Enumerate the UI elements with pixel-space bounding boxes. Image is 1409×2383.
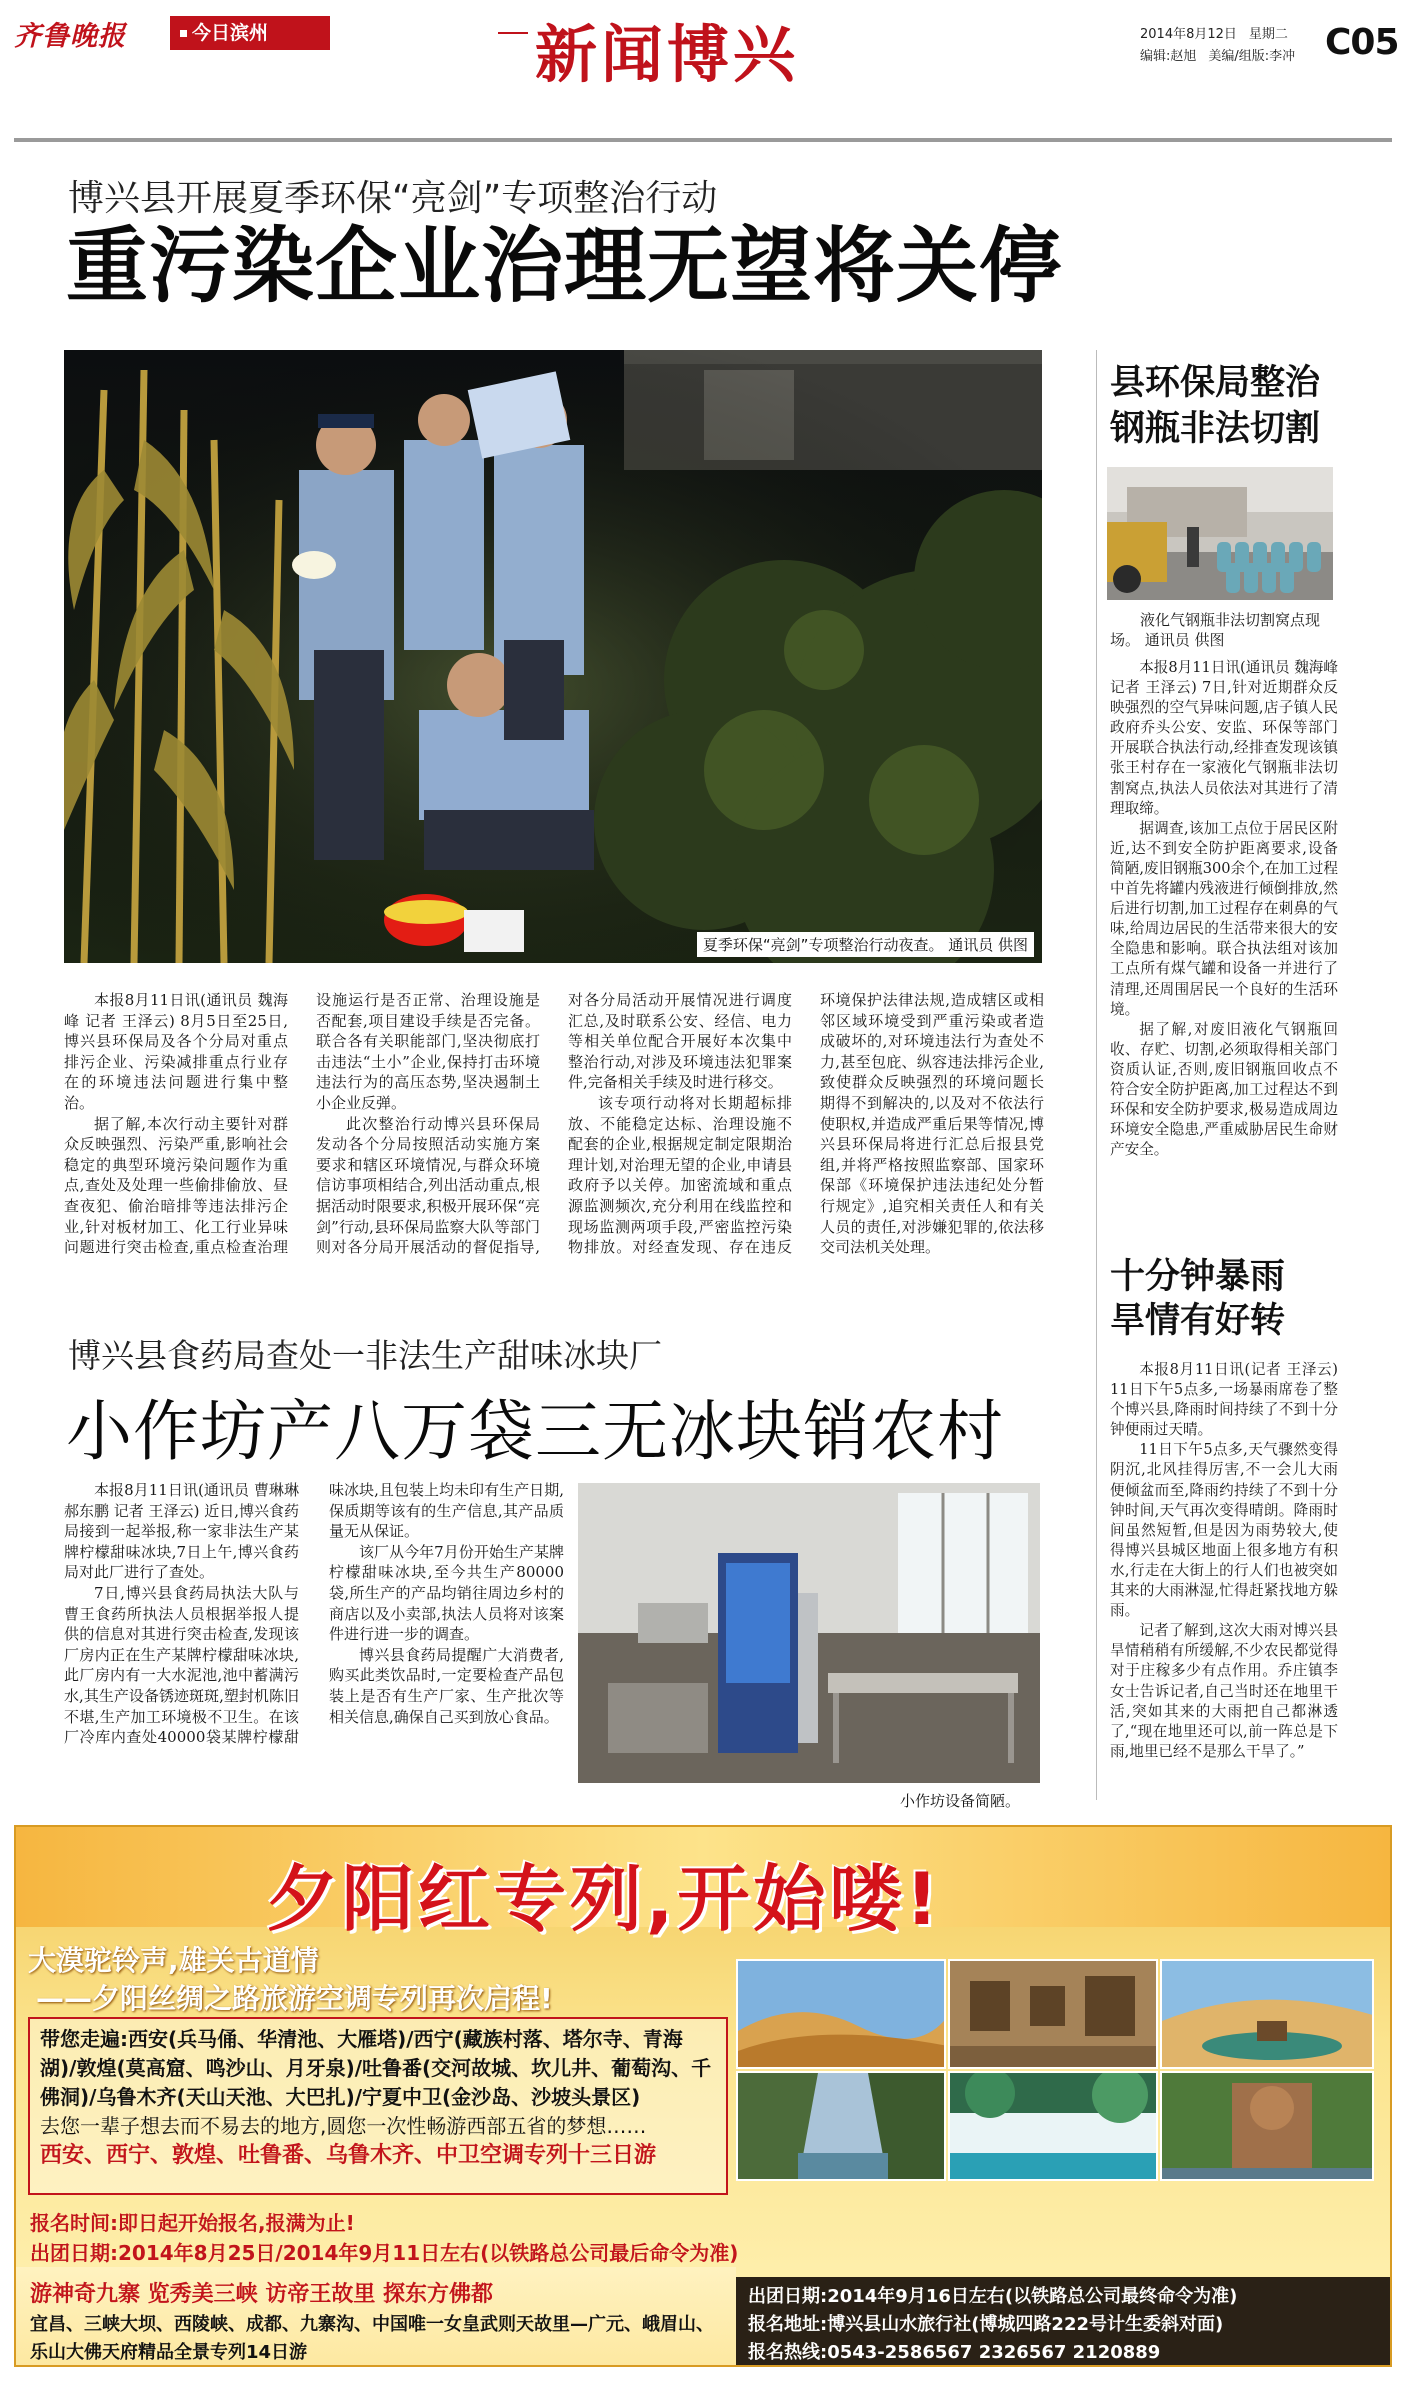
article2-kicker: 博兴县食药局查处一非法生产甜味冰块厂	[68, 1336, 662, 1375]
gorge-photo	[736, 2071, 946, 2181]
ad-photo-grid	[736, 1959, 1376, 2289]
ad-second-tour-route: 宜昌、三峡大坝、西陵峡、成都、九寨沟、中国唯一女皇武则天故里—广元、峨眉山、乐山大佛天府精品全景专列14日游	[30, 2314, 714, 2363]
lead-photo-caption: 夏季环保“亮剑”专项整治行动夜查。 通讯员 供图	[697, 932, 1034, 957]
ad-info-phone: 报名热线:0543-2586567 2326567 2120889	[748, 2342, 1161, 2363]
travel-advertisement	[14, 1825, 1392, 2367]
issue-date: 2014年8月12日	[1140, 27, 1237, 42]
ad-signup-time: 报名时间:即日起开始报名,报满为止!	[30, 2211, 355, 2235]
ad-itinerary-box	[28, 2017, 728, 2195]
sidebar-paragraph: 本报8月11日讯(通讯员 魏海峰 记者 王泽云) 7日,针对近期群众反映强烈的空气异味问题,店子镇人民政府乔头公安、安监、环保等部门开展联合执法行动,经排查发现该镇张王村存在一家液化气钢瓶非法切割窝点,执法人员依法对其进行了清理取缔。	[1110, 659, 1338, 817]
desert-photo	[736, 1959, 946, 2069]
ad-contact-info	[736, 2277, 1392, 2367]
sidebar-story2-body	[1110, 1360, 1338, 1800]
sidebar-divider	[1096, 350, 1097, 1800]
editor-credit: 编辑:赵旭	[1140, 49, 1197, 64]
article2-paragraph: 博兴县食药局提醒广大消费者,购买此类饮品时,一定要检查产品包装上是否有生产厂家、生产批次等相关信息,确保自己买到放心食品。	[329, 1645, 564, 1726]
lead-paragraph: 此次整治行动博兴县环保局发动各个分局按照活动实施方案要求和辖区环境情况,与群众环境信访事项相结合,列出活动重点,根据活动时限要求,积极开展环保“亮剑”行动,县环保局监察大队等部门则对各分局开展活动的督促指导,对各分局活动开展情况进行调度汇总,及时联系公安、经信、电力等相关单位配合开展好本次集中整治行动,对涉及环境违法犯罪案件,完备相关手续及时进行移交。	[316, 991, 792, 1257]
article2-body	[64, 1480, 564, 1800]
grotto-photo	[948, 1959, 1158, 2069]
sidebar-paragraph: 本报8月11日讯(记者 王泽云) 11日下午5点多,一场暴雨席卷了整个博兴县,降雨时间持续了不到十分钟便雨过天晴。	[1110, 1361, 1338, 1439]
sidebar-paragraph: 据调查,该加工点位于居民区附近,达不到安全防护距离要求,设备简陋,废旧钢瓶300余个,在加工过程中首先将罐内残液进行倾倒排放,然后进行切割,加工过程存在刺鼻的气味,给周边居民的生活带来很大的安全隐患和影响。联合执法组对该加工点所有煤气罐和设备一并进行了清理,还周围居民一个良好的生活环境。	[1110, 819, 1338, 1018]
sidebar-story1-body	[1110, 658, 1338, 1273]
sidebar-paragraph: 11日下午5点多,天气骤然变得阴沉,北风挂得厉害,不一会儿大雨便倾盆而至,降雨约持续了不到十分钟时间,天气再次变得晴朗。降雨时间虽然短暂,但是因为雨势较大,使得博兴县城区地面上很多地方有积水,行走在大街上的行人们也被突如其来的大雨淋湿,忙得赶紧找地方躲雨。	[1110, 1441, 1338, 1620]
title-decoration	[498, 32, 528, 34]
article2-photo-caption: 小作坊设备简陋。	[900, 1792, 1021, 1810]
sidebar-paragraph: 记者了解到,这次大雨对博兴县旱情稍稍有所缓解,不少农民都觉得对于庄稼多少有点作用。乔庄镇李女士告诉记者,自己当时还在地里干活,突如其来的大雨把自己都淋透了,“现在地里还可以,前一阵总是下雨,地里已经不是那么干旱了。”	[1110, 1622, 1338, 1760]
sidebar-paragraph: 据了解,对废旧液化气钢瓶回收、存贮、切割,必须取得相关部门资质认证,否则,废旧钢瓶回收点不符合安全防护距离,加工过程达不到环保和安全防护要求,极易造成周边环境安全隐患,严重威胁居民生命财产安全。	[1110, 1020, 1338, 1159]
sidebar-story1-photo-caption	[1110, 610, 1335, 650]
headline-line: 钢瓶非法切割	[1110, 409, 1321, 449]
ad-title: 夕阳红专列,开始喽!	[266, 1857, 943, 1941]
masthead-divider	[14, 138, 1392, 142]
sidebar-story1-headline	[1110, 360, 1340, 452]
article2-paragraph: 本报8月11日讯(通讯员 曹琳琳 郝东鹏 记者 王泽云) 近日,博兴食药局接到一起举报,称一家非法生产某牌柠檬甜味冰块,7日上午,博兴食药局对此厂进行了查处。	[64, 1481, 299, 1582]
article2-paragraph: 该厂从今年7月份开始生产某牌柠檬甜味冰块,至今共生产80000袋,所生产的产品均销往周边乡村的商店以及小卖部,执法人员将对该案件进行进一步的调查。	[329, 1542, 564, 1644]
ad-second-tour-title: 游神奇九寨 览秀美三峡 访帝王故里 探东方佛都	[30, 2282, 493, 2307]
newspaper-logo: 齐鲁晚报	[14, 21, 126, 52]
lead-photo	[64, 350, 1042, 963]
lead-paragraph: 该专项行动将对长期超标排放、不能稳定达标、治理设施不配套的企业,根据规定制定限期治理计划,对治理无望的企业,申请县政府予以关停。加密流域和重点源监测频次,充分利用在线监控和现场监测两项手段,严密监控污染物排放。对经查发现、存在违反环境保护法律法规,造成辖区或相邻区域环境受到严重污染或者造成破坏的,对环境违法行为查处不力,甚至包庇、纵容违法排污企业,致使群众反映强烈的环境问题长期得不到解决的,以及对不依法行使职权,并造成严重后果等情况,博兴县环保局将进行汇总后报县党组,并将严格按照监察部、国家环保部《环境保护违法违纪处分暂行规定》,追究相关责任人和有关人员的责任,对涉嫌犯罪的,依法移交司法机关处理。	[568, 991, 1044, 1257]
ad-depart-date: 出团日期:2014年8月25日/2014年9月11日左右(以铁路总公司最后命令为准)	[30, 2241, 739, 2265]
ad-subtitle: 大漠驼铃声,雄关古道情	[28, 1944, 319, 1977]
sidebar-story2-headline	[1110, 1255, 1340, 1343]
ad-highlight: 西安、西宁、敦煌、吐鲁番、乌鲁木齐、中卫空调专列十三日游	[40, 2143, 657, 2168]
crescent-lake-photo	[1160, 1959, 1374, 2069]
page-number: C05	[1325, 22, 1399, 63]
page-meta	[1140, 24, 1295, 68]
issue-weekday: 星期二	[1248, 27, 1288, 42]
article2-paragraph: 7日,博兴县食药局执法大队与曹王食药所执法人员根据举报人提供的信息对其进行突击检查,发现该厂房内正在生产某牌柠檬甜味冰块,此厂房内有一大水泥池,池中蓄满污水,其生产设备锈迹斑斑,塑封机陈旧不堪,生产加工环境极不卫生。在该厂冷库内查处40000袋某牌柠檬甜味冰块,且包装上均未印有生产日期,保质期等该有的生产信息,其产品质量无从保证。	[64, 1481, 564, 1747]
headline-line: 十分钟暴雨	[1110, 1257, 1286, 1297]
jiuzhai-waterfall-photo	[948, 2071, 1158, 2181]
ad-info-address: 报名地址:博兴县山水旅行社(博城四路222号计生委斜对面)	[748, 2314, 1224, 2335]
ad-subtitle: ——夕阳丝绸之路旅游空调专列再次启程!	[36, 1982, 553, 2015]
lead-paragraph: 本报8月11日讯(通讯员 魏海峰 记者 王泽云) 8月5日至25日,博兴县环保局及各个分局对重点排污企业、污染减排重点行业存在的环境违法问题进行集中整治。	[64, 991, 288, 1112]
headline-line: 旱情有好转	[1110, 1301, 1286, 1341]
article2-headline: 小作坊产八万袋三无冰块销农村	[66, 1393, 1004, 1470]
lead-kicker: 博兴县开展夏季环保“亮剑”专项整治行动	[68, 178, 718, 219]
ad-route: 带您走遍:西安(兵马俑、华清池、大雁塔)/西宁(藏族村落、塔尔寺、青海湖)/敦煌(莫高窟、鸣沙山、月牙泉)/吐鲁番(交河故城、坎儿井、葡萄沟、千佛洞)/乌鲁木齐(天山天池、大巴扎)/宁夏中卫(金沙岛、沙坡头景区)	[40, 2027, 712, 2109]
page-section-title: 新闻博兴	[535, 18, 800, 91]
ad-info-depart: 出团日期:2014年9月16日左右(以铁路总公司最终命令为准)	[748, 2286, 1238, 2307]
lead-headline: 重污染企业治理无望将关停	[66, 219, 1063, 314]
sidebar-story1-photo	[1107, 467, 1333, 600]
leshan-buddha-photo	[1160, 2071, 1374, 2181]
section-tab: 今日滨州	[170, 16, 330, 50]
article2-photo	[578, 1483, 1040, 1783]
caption-text: 液化气钢瓶非法切割窝点现场。 通讯员 供图	[1110, 611, 1321, 649]
lead-paragraph: 据了解,本次行动主要针对群众反映强烈、污染严重,影响社会稳定的典型环境污染问题作为重点,查处及处理一些偷排偷放、昼查夜犯、偷治暗排等违法排污企业,针对板材加工、化工行业异味问题进行突击检查,重点检查治理设施运行是否正常、治理设施是否配套,项目建设手续是否完备。联合各有关职能部门,坚决彻底打击违法“土小”企业,保持打击环境违法行为的高压态势,坚决遏制土小企业反弹。	[64, 991, 540, 1257]
headline-line: 县环保局整治	[1110, 363, 1321, 403]
ad-description: 去您一辈子想去而不易去的地方,圆您一次性畅游西部五省的梦想……	[40, 2114, 647, 2138]
designer-credit: 美编/组版:李冲	[1208, 49, 1296, 64]
lead-body	[64, 990, 1044, 1308]
